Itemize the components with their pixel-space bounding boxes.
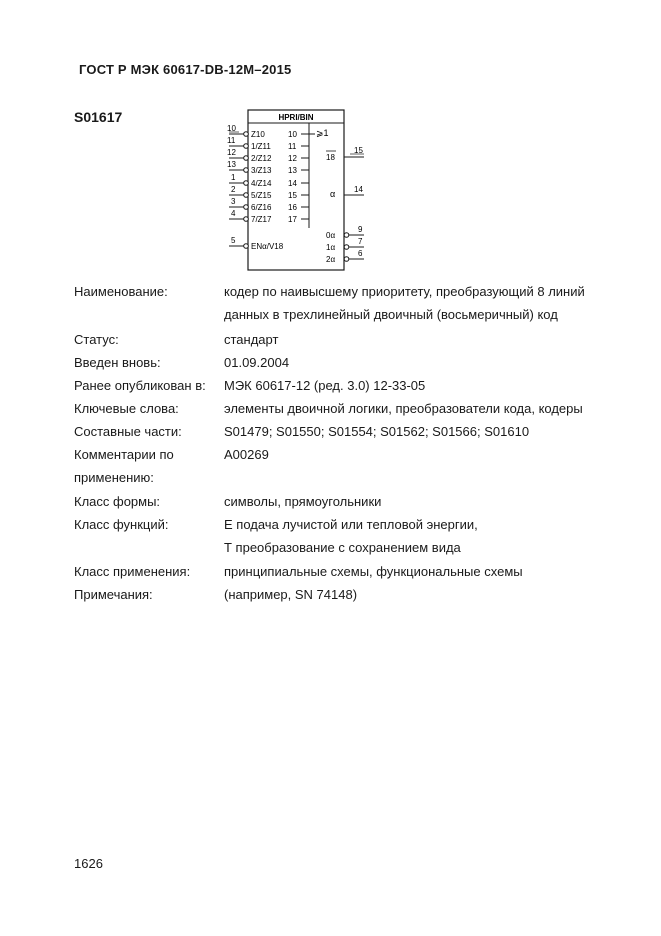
output-row — [344, 185, 364, 195]
page-number: 1626 — [74, 856, 103, 871]
enable-input-row — [229, 236, 284, 251]
output-label: 1α — [326, 243, 336, 252]
bar18-label: 18 — [326, 153, 335, 162]
prop-value-line: Е подача лучистой или тепловой энергии, — [224, 517, 478, 532]
document-header: ГОСТ Р МЭК 60617-DB-12M–2015 — [79, 62, 292, 77]
input-label: 1/Z11 — [251, 142, 271, 151]
input-pin: 10 — [227, 124, 236, 133]
prop-label — [74, 443, 224, 489]
output-label: 0α — [326, 231, 336, 240]
output-pin: 15 — [354, 146, 363, 155]
input-label: 3/Z13 — [251, 166, 272, 175]
prop-label: Класс формы: — [74, 494, 161, 509]
input-label: 2/Z12 — [251, 154, 272, 163]
input-label: 7/Z17 — [251, 215, 272, 224]
input-row — [227, 124, 315, 139]
input-pin: 11 — [227, 136, 236, 145]
prop-value-line: данных в трехлинейный двоичный (восьмеричный) код — [224, 307, 558, 322]
output-row — [344, 146, 364, 157]
input-rows — [227, 124, 315, 224]
prop-value: S01479; S01550; S01554; S01562; S01566; S01610 — [224, 424, 530, 439]
input-pin: 12 — [227, 148, 236, 157]
prop-label: Ключевые слова: — [74, 401, 179, 416]
prop-value-line: кодер по наивысшему приоритету, преобразующий 8 линий — [224, 284, 585, 299]
prop-value: элементы двоичной логики, преобразователи кода, кодеры — [224, 401, 583, 416]
ge1-label: ⩾1 — [316, 128, 329, 138]
output-pin: 14 — [354, 185, 363, 194]
prop-label: Класс функций: — [74, 517, 169, 532]
prop-value: стандарт — [224, 332, 279, 347]
prop-label: Наименование: — [74, 284, 168, 299]
enable-pin: 5 — [231, 236, 236, 245]
prop-label: Статус: — [74, 332, 119, 347]
input-pin: 1 — [231, 173, 236, 182]
internal-number: 12 — [288, 154, 297, 163]
prop-label: Ранее опубликован в: — [74, 378, 206, 393]
prop-value — [224, 280, 624, 326]
input-pin: 4 — [231, 209, 236, 218]
input-label: 5/Z15 — [251, 191, 272, 200]
enable-label: ENα/V18 — [251, 242, 284, 251]
prop-value: принципиальные схемы, функциональные схемы — [224, 564, 523, 579]
output-pin: 6 — [358, 249, 363, 258]
encoder-symbol-diagram — [222, 106, 372, 276]
input-pin: 3 — [231, 197, 236, 206]
prop-value: A00269 — [224, 447, 269, 462]
internal-number: 13 — [288, 166, 297, 175]
prop-label: Класс применения: — [74, 564, 191, 579]
prop-label: Составные части: — [74, 424, 182, 439]
internal-number: 16 — [288, 203, 297, 212]
prop-label: Введен вновь: — [74, 355, 161, 370]
internal-number: 17 — [288, 215, 297, 224]
input-label: Z10 — [251, 130, 265, 139]
internal-number: 11 — [288, 142, 297, 151]
output-label: 2α — [326, 255, 336, 264]
alpha-label: α — [330, 189, 336, 199]
input-pin: 13 — [227, 160, 236, 169]
internal-number: 15 — [288, 191, 297, 200]
block-title: HPRI/BIN — [278, 113, 314, 122]
prop-label: Примечания: — [74, 587, 153, 602]
input-label: 6/Z16 — [251, 203, 272, 212]
input-row — [229, 173, 309, 188]
symbol-code: S01617 — [74, 109, 123, 125]
internal-number: 10 — [288, 130, 297, 139]
prop-label-line: применению: — [74, 470, 154, 485]
output-pin: 9 — [358, 225, 363, 234]
prop-value: 01.09.2004 — [224, 355, 290, 370]
internal-number: 14 — [288, 179, 297, 188]
prop-value: символы, прямоугольники — [224, 494, 382, 509]
input-label: 4/Z14 — [251, 179, 272, 188]
prop-label-line: Комментарии по — [74, 447, 174, 462]
prop-value — [224, 513, 624, 559]
output-pin: 7 — [358, 237, 363, 246]
prop-value: МЭК 60617-12 (ред. 3.0) 12-33-05 — [224, 378, 426, 393]
output-rows — [326, 146, 364, 264]
input-pin: 2 — [231, 185, 236, 194]
prop-value-line: Т преобразование с сохранением вида — [224, 540, 461, 555]
prop-value: (например, SN 74148) — [224, 587, 358, 602]
